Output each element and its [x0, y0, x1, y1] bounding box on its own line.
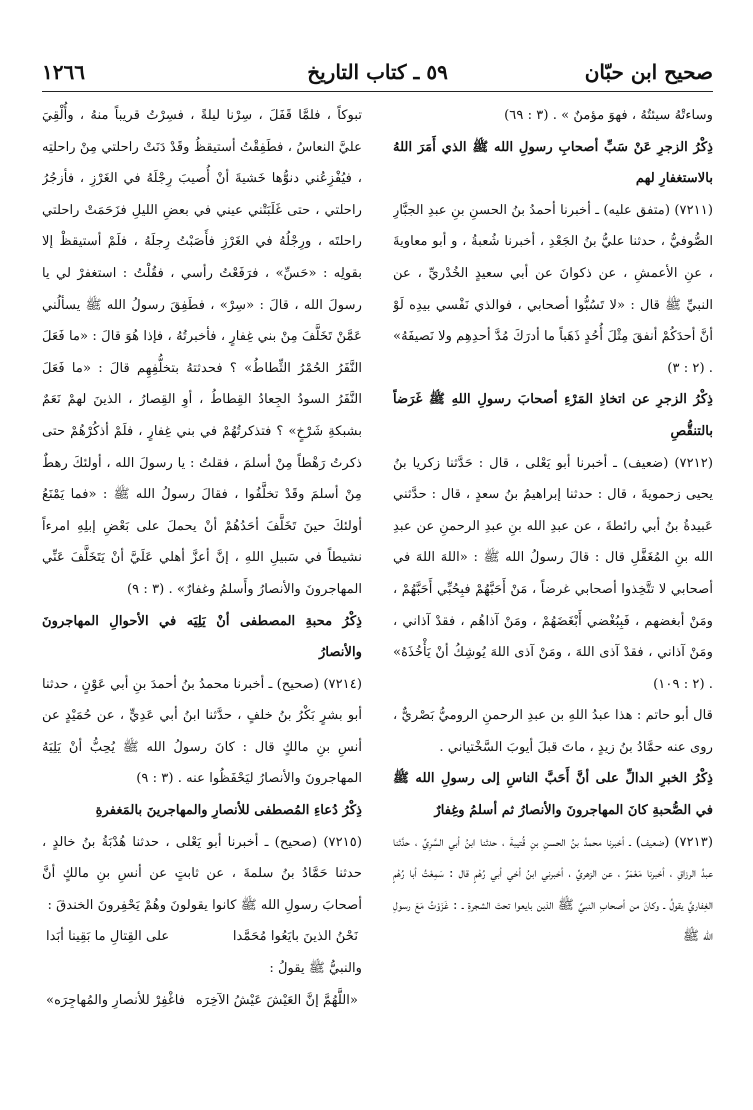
hadith-paragraph: (٧٢١٢) (ضعيف) ـ أخبرنا أبو يَعْلى ، قال : حَدَّثنا زكريا بنُ يحيى زحمويةَ ، قال : حدثنا إبراهيمُ بنُ سعدٍ ، قال : حدَّثني عَبيدةُ بنُ أبي رائطةَ ، عن عبدِ الله بنِ عبدِ الرحمنِ عن عبدِ الله بنِ المُغَفَّلِ قال : قالَ رسولُ الله ﷺ : «اللهَ اللهَ في أصحابي لا تتَّخِذوا أصحابي غرضاً ، مَنْ أَحَبَّهُمْ فبِحُبِّي أَحَبَّهُمْ ، ومَنْ أبغضهم ، فَبِبُغْضي أَبْغَضَهُمْ ، ومَنْ آذاهُم ، فقدْ آذاني ، ومَنْ آذاني ، فقدْ آذى اللهَ ، ومَنْ آذى اللهَ يُوشِكُ أنْ يَأْخُذَهُ» . (٢ : ١٠٩) — [393, 455, 713, 692]
page-number: ١٢٦٦ — [42, 60, 85, 84]
right-text-column — [393, 100, 713, 1100]
chapter-title: ٥٩ ـ كتاب التاريخ — [307, 60, 448, 84]
section-heading: ذِكْرُ دُعاءِ المُصطفى للأنصارِ والمهاجرينَ بالمَغفرةِ — [95, 803, 362, 819]
section-heading: ذِكْرُ الزجرِ عَنْ سَبِّ أصحابِ رسولِ الله ﷺ الذي أَمَرَ اللهُ بالاستغفارِ لهم — [393, 139, 713, 187]
header-divider — [42, 91, 713, 92]
book-title: صحيح ابن حبّان — [584, 60, 713, 84]
hadith-paragraph: قال أبو حاتم : هذا عبدُ اللهِ بن عبدِ الرحمنِ الروميُّ بَصْريٌّ ، روى عنه حمَّادُ بنُ زيدٍ ، ماتَ قبلَ أيوبَ السَّخْتياني . — [393, 708, 713, 755]
hadith-paragraph: تبوكاً ، فلمَّا قَفَلَ ، سِرْنا ليلةً ، فسِرْتُ قريباً منهُ ، وأُلْقِيَ عليَّ النعاسُ ، فطَفِقْتُ أستيقظُ وقَدْ دَنَتْ راحلتي مِنْ راحلتِه ، فيُفْزِعُني دنوُّها خَشيةَ أنْ أُصيبَ رِجْلَهُ في الغَرْزِ ، فأزجُرُ راحلتي ، حتى غَلَبَتْني عيني في بعضِ الليلِ فزَحَمَتْ راحلتي راحلتَه ، ورِجْلُهُ في الغَرْزِ فأَصَبْتُ رِجلَهُ ، فلَمْ أستيقظْ إلا بقولِه : «حَسِّ» ، فرَفَعْتُ رأسي ، فقُلْتُ : استغفرْ لي يا رسولَ الله ، قالَ : «سِرْ» ، فطَفِقَ رسولُ الله ﷺ يسألُني عَمَّنْ تَخَلَّفَ مِنْ بني غِفارٍ ، فأخبرتُهُ ، فإذا هُوَ قالَ : «ما فَعَلَ النَّفَرُ الحُمْرُ الثِّطاطُ» ؟ فحدثتهُ بتخلُّفِهِم قالَ : «ما فَعَلَ النَّفَرُ السودُ الجِعادُ القِطاطُ ، أوِ القِصارُ ، الذينَ لهمْ نَعَمٌ بشبكةِ شَرْخٍ» ؟ فتذكرتُهُمْ في بني غِفارٍ ، فلَمْ أذكُرْهُمْ حتى ذكرتُ رَهْطاً مِنْ أسلمَ ، فقلتُ : يا رسولَ الله ، أولئكَ رهطٌ مِنْ أسلمَ وقَدْ تخلَّفُوا ، فقالَ رسولُ الله ﷺ : «فما يَمْنَعُ أولئكَ حينَ تَخَلَّفَ أحَدُهُمْ أنْ يحملَ على بَعْضِ إبلِهِ امرءاً نشيطاً في سَبيلِ اللهِ ، إنَّ أعزَّ أهلي عَلَيَّ أنْ يَتَخَلَّفَ عَنِّي المهاجرونَ والأنصارُ وأَسلمُ وغفارٌ» . (٣ : ٩) — [42, 108, 362, 597]
hadith-paragraph: والنبيُّ ﷺ يقولُ : — [269, 961, 362, 977]
hadith-paragraph: (٧٢١٥) (صحيح) ـ أخبرنا أبو يَعْلى ، حدثنا هُدْبَةُ بنُ خالدٍ ، حدثنا حَمَّادُ بنُ سلمةَ ، عن ثابتٍ عن أنسِ بنِ مالكٍ أنَّ أصحابَ رسولِ الله ﷺ كانوا يقولونَ وهُمْ يَحْفِرونَ الخندقَ : — [42, 834, 362, 913]
section-heading: ذِكْرُ محبةِ المصطفى أنْ يَلِيَه في الأحوالِ المهاجرونَ والأنصارُ — [42, 613, 362, 661]
section-heading: ذِكْرُ الزجرِ عن اتخاذِ المَرْءِ أصحابَ رسولِ اللهِ ﷺ غَرَضاً بالتنقُّصِ — [393, 392, 713, 439]
verse-first-hemistich: «اللَّهُمَّ إنَّ العَيْشَ عَيْشُ الآخِرَه — [195, 992, 358, 1008]
poem-verse — [42, 921, 362, 953]
hadith-paragraph: (٧٢١١) (متفق عليه) ـ أخبرنا أحمدُ بنُ الحسنِ بنِ عبدِ الجبَّارِ الصُّوفيُّ ، حدثنا عليُّ بنُ الجَعْدِ ، أخبرنا شُعبةُ ، و أبو معاويةَ ، عنِ الأعمشِ ، عن ذكوانَ عن أبي سعيدٍ الخُدْريِّ ، عن النبيِّ ﷺ قال : «لا تَسُبُّوا أصحابي ، فوالذي نَفْسي بيدِه لَوْ أنَّ أحدَكُمْ أنفقَ مِثْلَ أُحُدٍ ذَهَباً ما أدرَكَ مُدَّ أحدِهِم ولا نَصيفَهُ» . (٢ : ٣) — [393, 202, 713, 376]
page-header — [42, 52, 713, 92]
verse-first-hemistich: نَحْنُ الذينَ بايَعُوا مُحَمَّدا — [232, 929, 358, 945]
hadith-paragraph: (٧٢١٤) (صحيح) ـ أخبرنا محمدُ بنُ أحمدَ بنِ أبي عَوْنٍ ، حدثنا أبو بشرٍ بَكْرُ بنُ خلفٍ ، حدَّثنا ابنُ أبي عَدِيٍّ ، عن حُمَيْدٍ عن أنسِ بنِ مالكٍ قال : كانَ رسولُ الله ﷺ يُحِبُّ أنْ يَلِيَهُ المهاجرونَ والأنصارُ ليَحْفَظُوا عنه . (٣ : ٩) — [42, 676, 362, 787]
hadith-paragraph: وساءتْهُ سيئتُهُ ، فهوَ مؤمنٌ » . (٣ : ٦٩) — [504, 108, 713, 123]
hadith-paragraph: (٧٢١٣) (ضعيف) ـ أخبرنا محمدُ بنُ الحسنِ بنِ قُتيبةَ ، حدثنا ابنُ أبي السَّرِيِّ ، حدَّثنا عبدُ الرزاقِ ، أخبرنا مَعْمَرٌ ، عن الزهريِّ ، أخبرني ابنُ أخي أبي رُهْمٍ قال : سَمِعْتُ أبا رُهْمٍ الغِفاريَّ يقولُ ـ وكانَ من أصحابِ النبيِّ ﷺ الذين بايعوا تحتَ الشجرةِ ـ : غَزَوْتُ مَعَ رسولِ الله ﷺ — [393, 834, 713, 945]
verse-second-hemistich: على القِتالِ ما بَقِينا أبَدا — [46, 929, 170, 945]
verse-second-hemistich: فاغْفِرْ للأنصارِ والمُهاجِرَه» — [46, 992, 186, 1008]
section-heading: ذِكْرُ الخبرِ الدالِّ على أنَّ أَحَبَّ الناسِ إلى رسولِ الله ﷺ في الصُّحبةِ كانَ المهاجرونَ والأنصارُ ثم أسلمُ وغِفارٌ — [393, 771, 713, 819]
left-text-column — [42, 100, 362, 1100]
poem-verse — [42, 985, 362, 1017]
